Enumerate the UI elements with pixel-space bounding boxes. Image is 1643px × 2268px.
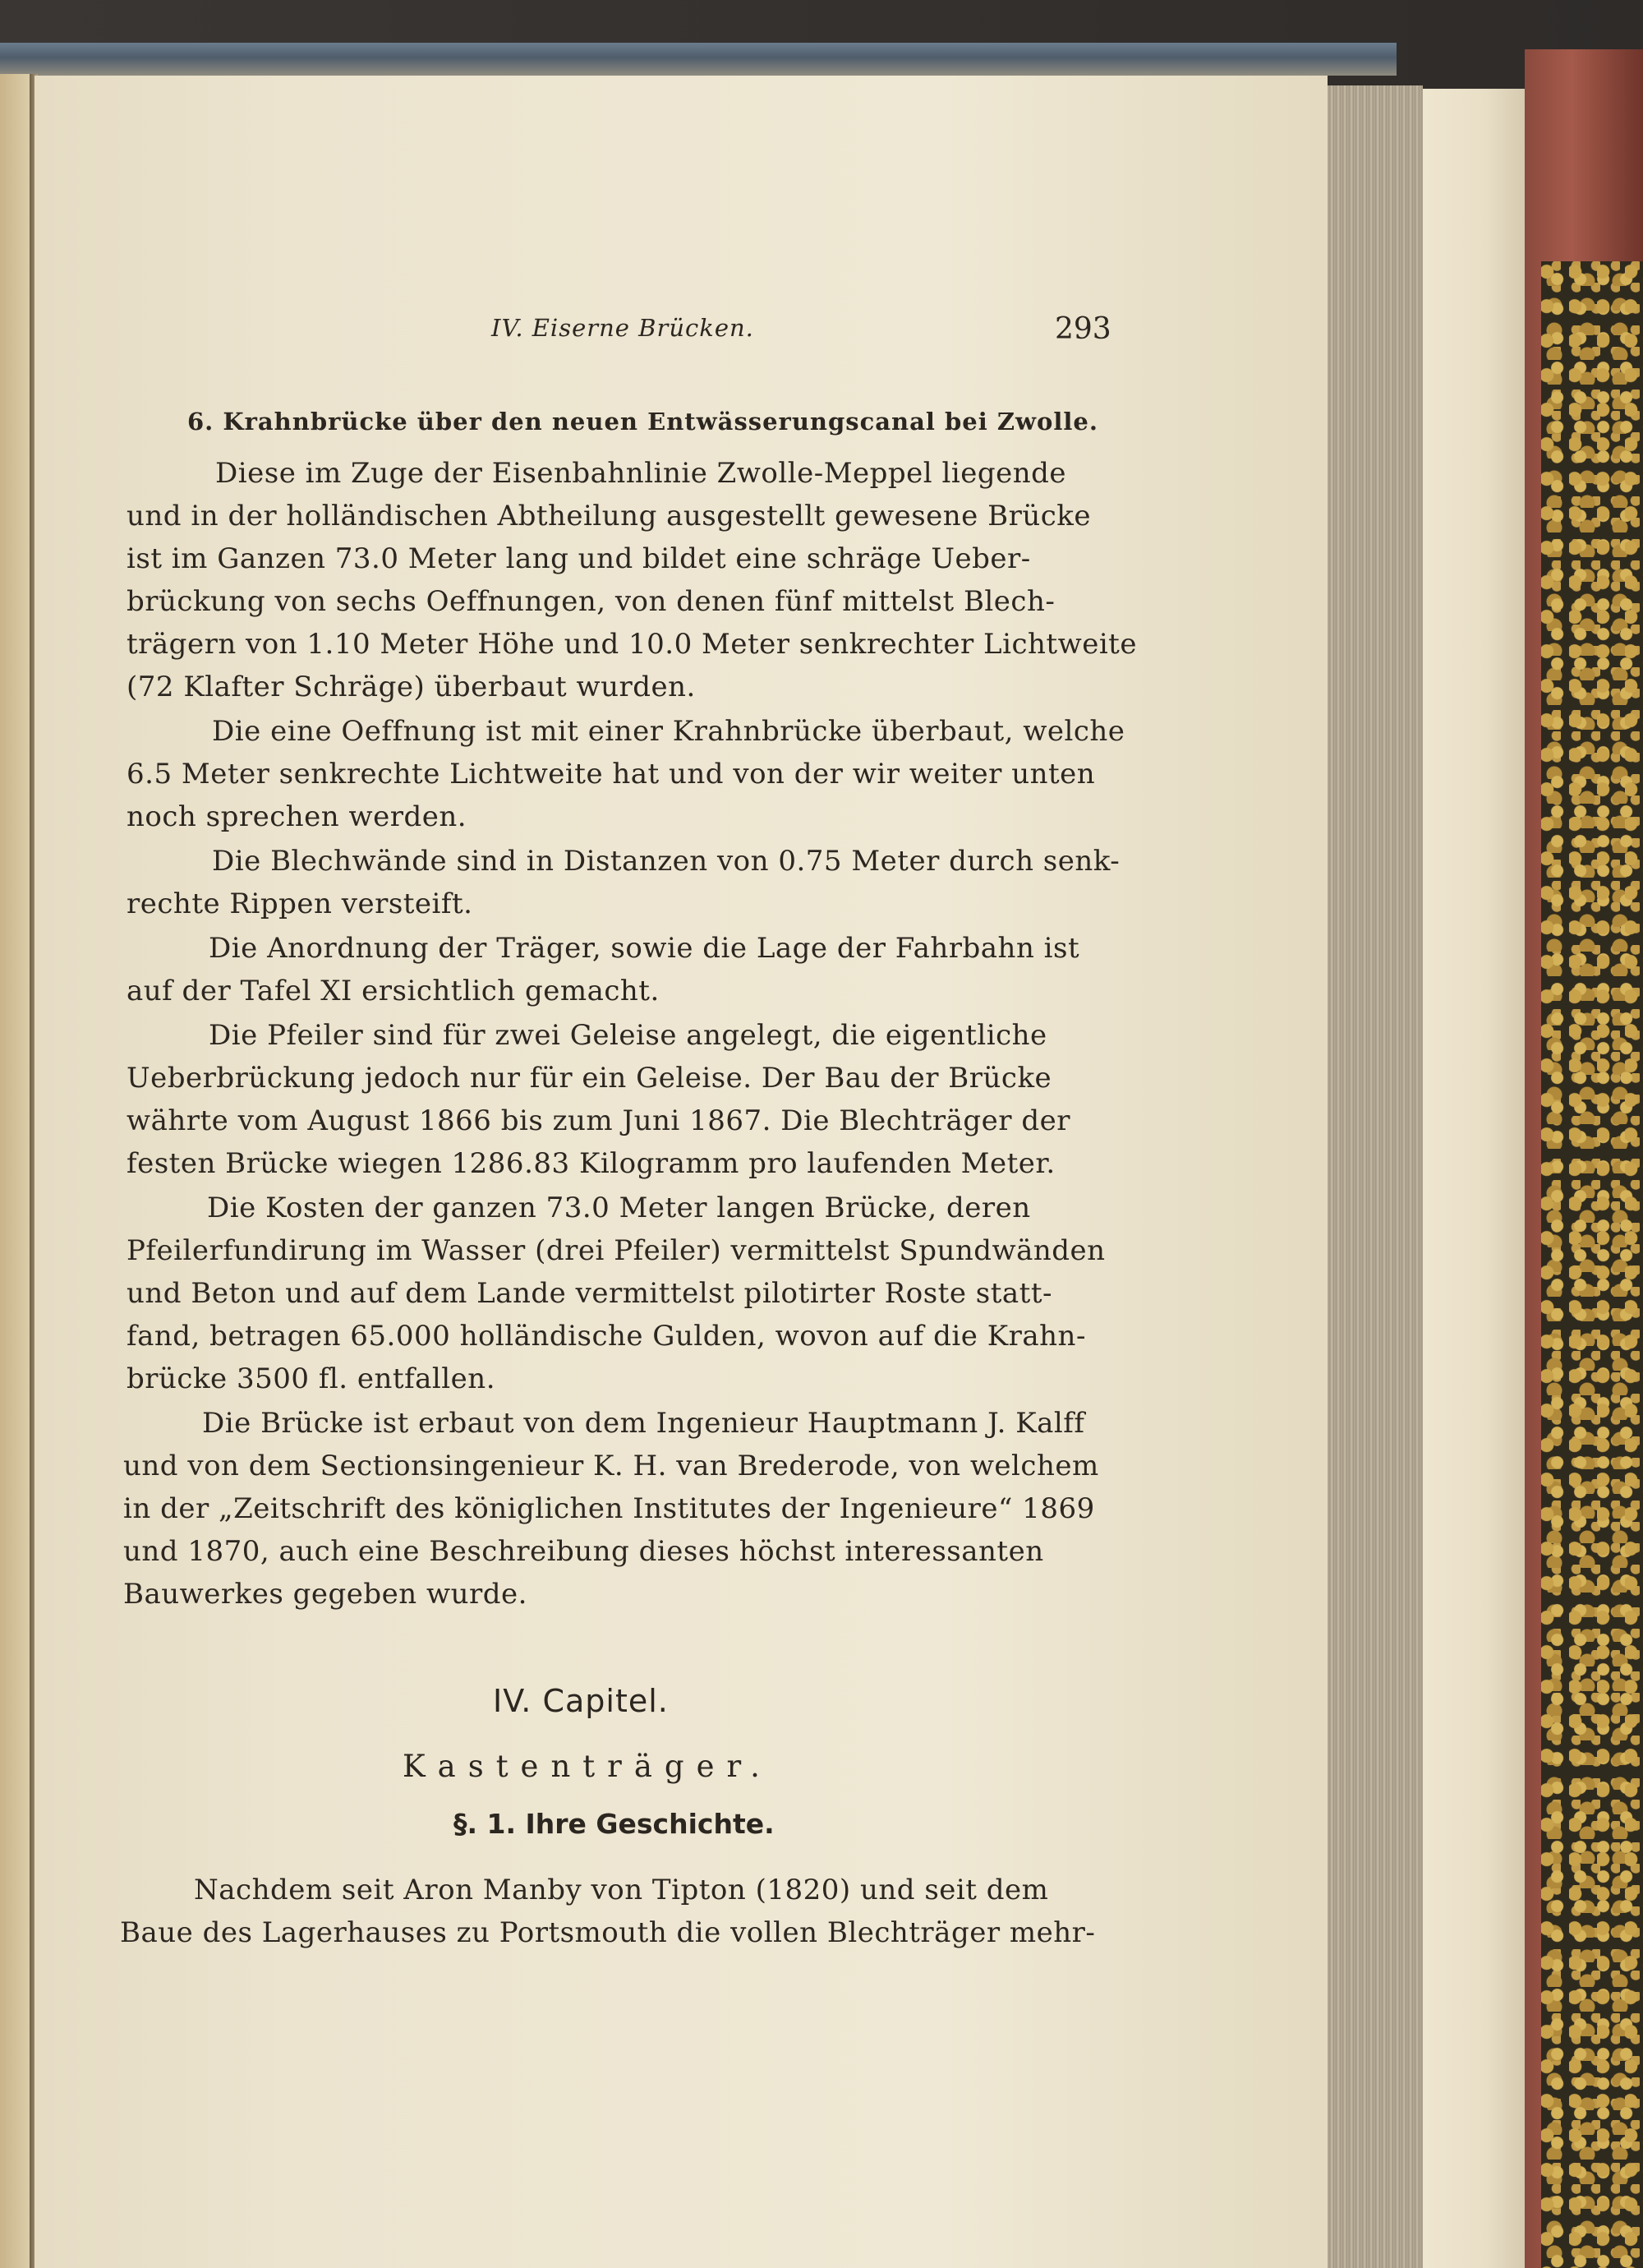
body-line: (72 Klafter Schräge) überbaut wurden. bbox=[127, 671, 696, 703]
body-line: Bauwerkes gegeben wurde. bbox=[123, 1578, 527, 1611]
body-line: Baue des Lagerhauses zu Portsmouth die vollen Blechträger mehr- bbox=[120, 1916, 1096, 1949]
section-heading: §. 1. Ihre Geschichte. bbox=[453, 1808, 775, 1840]
body-line: noch sprechen werden. bbox=[127, 800, 467, 833]
left-page-sliver bbox=[0, 74, 33, 2268]
book-top-edge bbox=[0, 43, 1397, 76]
body-line: Die Kosten der ganzen 73.0 Meter langen Brücke, deren bbox=[207, 1192, 1031, 1224]
marbled-endpaper bbox=[1541, 261, 1643, 2268]
body-line: 6.5 Meter senkrechte Lichtweite hat und von der wir weiter unten bbox=[127, 758, 1096, 791]
body-line: Die Brücke ist erbaut von dem Ingenieur Hauptmann J. Kalff bbox=[202, 1407, 1085, 1440]
body-line: währte vom August 1866 bis zum Juni 1867. Die Blechträger der bbox=[127, 1104, 1070, 1137]
chapter-title: IV. Capitel. bbox=[493, 1683, 669, 1719]
body-line: Die Pfeiler sind für zwei Geleise angelegt, die eigentliche bbox=[209, 1019, 1047, 1052]
body-line: brückung von sechs Oeffnungen, von denen fünf mittelst Blech- bbox=[127, 585, 1056, 618]
body-line: und in der holländischen Abtheilung ausgestellt gewesene Brücke bbox=[127, 500, 1092, 532]
page-edges bbox=[1328, 85, 1423, 2268]
body-line: ist im Ganzen 73.0 Meter lang und bildet eine schräge Ueber- bbox=[127, 542, 1031, 575]
body-line: trägern von 1.10 Meter Höhe und 10.0 Meter senkrechter Lichtweite bbox=[127, 628, 1137, 661]
body-line: Ueberbrückung jedoch nur für ein Geleise. Der Bau der Brücke bbox=[127, 1062, 1052, 1095]
body-line: Die Anordnung der Träger, sowie die Lage der Fahrbahn ist bbox=[209, 932, 1080, 965]
body-line: in der „Zeitschrift des königlichen Institutes der Ingenieure“ 1869 bbox=[123, 1492, 1095, 1525]
section-title: 6. Krahnbrücke über den neuen Entwässerungscanal bei Zwolle. bbox=[187, 408, 1098, 436]
body-line: auf der Tafel XI ersichtlich gemacht. bbox=[127, 975, 660, 1007]
page-number: 293 bbox=[1055, 312, 1111, 346]
body-line: rechte Rippen versteift. bbox=[127, 887, 473, 920]
body-line: und von dem Sectionsingenieur K. H. van Brederode, von welchem bbox=[123, 1450, 1099, 1482]
body-line: brücke 3500 fl. entfallen. bbox=[127, 1362, 496, 1395]
page-edges-light bbox=[1423, 89, 1525, 2268]
body-line: Nachdem seit Aron Manby von Tipton (1820) und seit dem bbox=[194, 1874, 1049, 1906]
body-line: fand, betragen 65.000 holländische Gulden, wovon auf die Krahn- bbox=[127, 1320, 1086, 1353]
chapter-subtitle: Kastenträger. bbox=[403, 1749, 772, 1784]
body-line: festen Brücke wiegen 1286.83 Kilogramm pro laufenden Meter. bbox=[127, 1147, 1056, 1180]
body-line: Diese im Zuge der Eisenbahnlinie Zwolle-Meppel liegende bbox=[215, 457, 1067, 490]
running-header: IV. Eiserne Brücken. bbox=[491, 314, 754, 342]
body-line: Pfeilerfundirung im Wasser (drei Pfeiler) vermittelst Spundwänden bbox=[127, 1234, 1106, 1267]
body-line: und 1870, auch eine Beschreibung dieses höchst interessanten bbox=[123, 1535, 1044, 1568]
body-line: und Beton und auf dem Lande vermittelst pilotirter Roste statt- bbox=[127, 1277, 1052, 1310]
body-line: Die eine Oeffnung ist mit einer Krahnbrücke überbaut, welche bbox=[212, 715, 1125, 748]
body-line: Die Blechwände sind in Distanzen von 0.75 Meter durch senk- bbox=[212, 845, 1121, 878]
